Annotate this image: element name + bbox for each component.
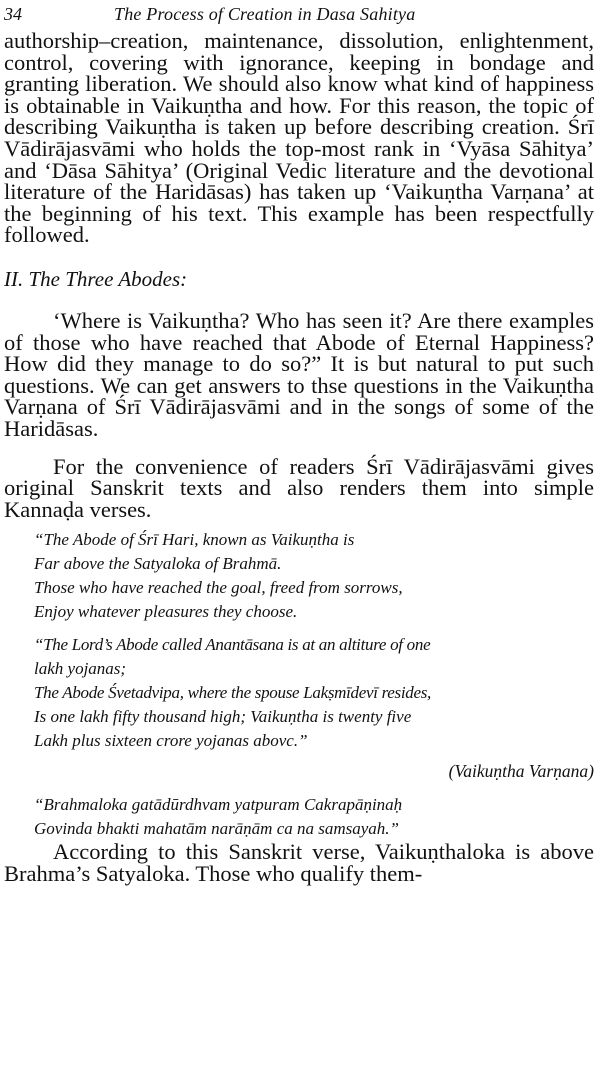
verse-line: “The Lord’s Abode called Anantāsana is at an altiture of one — [34, 635, 431, 655]
verse-anantasana — [34, 633, 594, 753]
paragraph-where-is-vaikuntha: ‘Where is Vaikuṇtha? Who has seen it? Are there examples of those who have reached that Abode of Eternal Happiness? How did they manage to do so?” It is but natural to put such questions. We can get answers to thse questions in the Vaikuṇtha Varṇana of Śrī Vādirājasvāmi and in the songs of some of the Haridāsas. — [4, 307, 594, 441]
verse-line: Lakh plus sixteen crore yojanas abovc.” — [34, 731, 308, 751]
running-header — [4, 4, 594, 30]
verse-line: Govinda bhakti mahatām narāṇām ca na samsayah.” — [34, 819, 400, 839]
verse-line: Those who have reached the goal, freed from sorrows, — [34, 578, 403, 598]
section-heading: II. The Three Abodes: — [4, 266, 188, 291]
running-title: The Process of Creation in Dasa Sahitya — [114, 4, 416, 24]
paragraph-according-to-verse: According to this Sanskrit verse, Vaikuṇthaloka is above Brahma’s Satyaloka. Those who qualify them- — [4, 839, 594, 886]
verse-line: “Brahmaloka gatādūrdhvam yatpuram Cakrapāṇinaḥ — [34, 795, 403, 815]
verse-sanskrit — [34, 793, 594, 841]
page-number: 34 — [4, 4, 22, 24]
verse-line: lakh yojanas; — [34, 659, 127, 679]
paragraph-convenience-of-readers: For the convenience of readers Śrī Vādirājasvāmi gives original Sanskrit texts and also renders them into simple Kannaḍa verses. — [4, 453, 594, 522]
verse-reference: (Vaikuṇtha Varṇana) — [448, 761, 594, 782]
verse-line: The Abode Śvetadvipa, where the spouse Lakṣmīdevī resides, — [34, 683, 431, 703]
verse-abode-of-hari — [34, 528, 594, 624]
paragraph-authorship: authorship–creation, maintenance, dissolution, enlightenment, control, covering with ignorance, keeping in bondage and granting liberation. We should also know what kind of happiness is obtainable in Vaikuṇtha and how. For this reason, the topic of describing Vaikuṇtha is taken up before describing creation. Śrī Vādirājasvāmi who holds the top-most rank in ‘Vyāsa Sāhitya’ and ‘Dāsa Sāhitya’ (Original Vedic literature and the devotional literature of the Haridāsas) has taken up ‘Vaikuṇtha Varṇana’ at the beginning of his text. This example has been respectfully followed. — [4, 28, 594, 248]
verse-line: “The Abode of Śrī Hari, known as Vaikuṇtha is — [34, 530, 355, 550]
verse-line: Is one lakh fifty thousand high; Vaikuṇtha is twenty five — [34, 707, 412, 727]
verse-line: Far above the Satyaloka of Brahmā. — [34, 554, 282, 574]
verse-line: Enjoy whatever pleasures they choose. — [34, 602, 298, 622]
